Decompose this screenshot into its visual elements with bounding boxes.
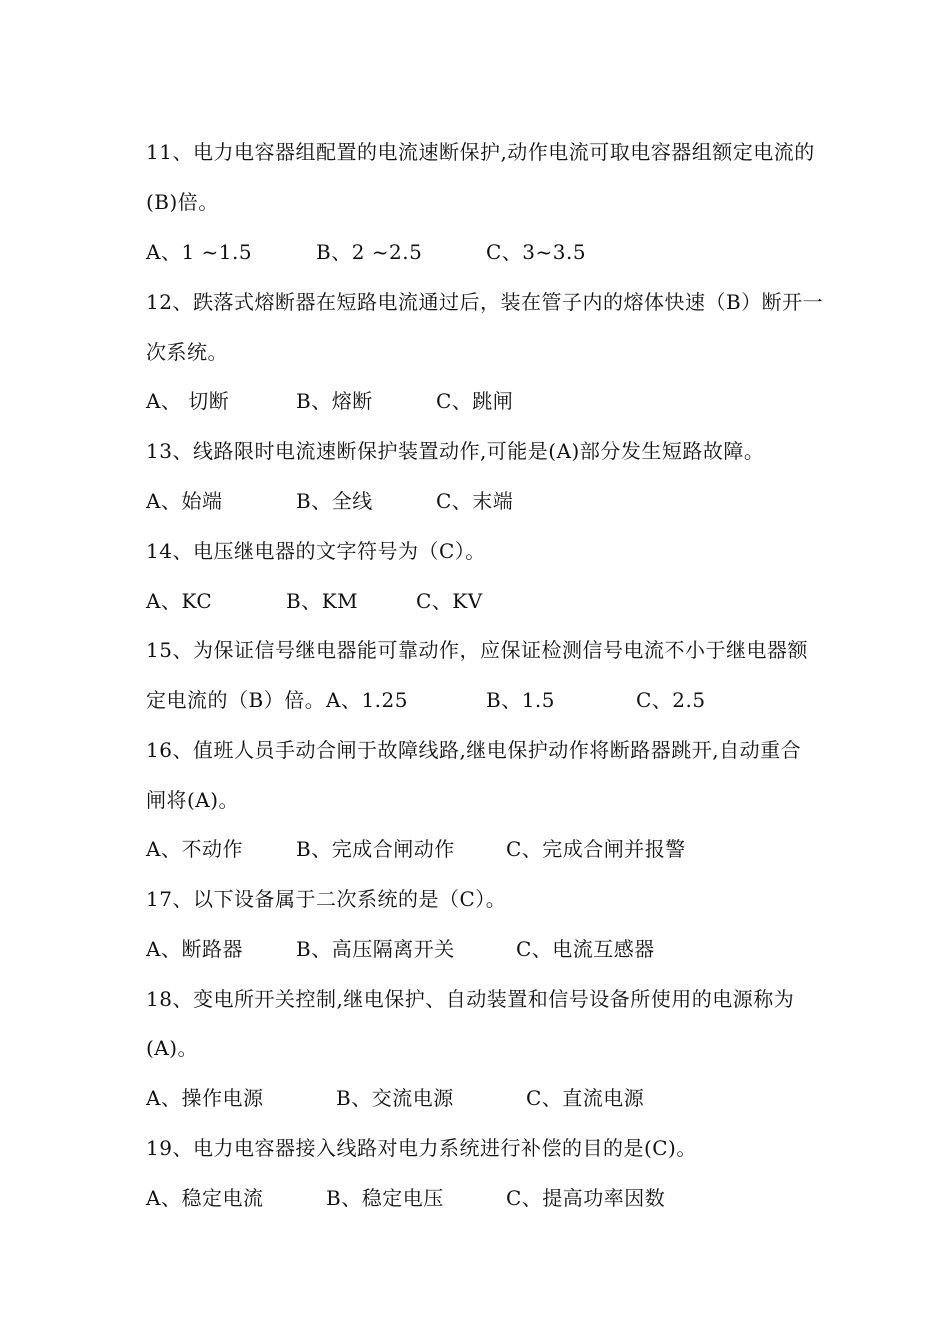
question-17-option-b: B、高压隔离开关 [296,937,455,961]
question-13-option-b: B、全线 [296,489,373,513]
question-17-stem-line-1: 17、以下设备属于二次系统的是（C）。 [146,887,507,911]
question-16-option-b: B、完成合闸动作 [296,837,455,861]
question-13-stem-line-1: 13、线路限时电流速断保护装置动作,可能是(A)部分发生短路故障。 [146,439,765,463]
question-11-option-b: B、2 ~2.5 [316,240,423,264]
question-17-option-a: A、断路器 [146,937,243,961]
question-18-stem-line-1: 18、变电所开关控制,继电保护、自动装置和信号设备所使用的电源称为 [146,987,795,1011]
question-16-stem-line-2: 闸将(A)。 [146,788,240,812]
question-18-stem-line-2: (A)。 [146,1036,199,1060]
question-19-option-b: B、稳定电压 [326,1186,444,1210]
question-15-option-a: A、1.25 [326,688,408,712]
question-18-option-a: A、操作电源 [146,1086,264,1110]
question-14-option-a: A、KC [146,589,213,613]
question-13-option-c: C、末端 [436,489,514,513]
question-14-option-b: B、KM [286,589,359,613]
question-15-option-c: C、2.5 [636,688,706,712]
question-15-option-b: B、1.5 [486,688,556,712]
question-11-stem-line-2: (B)倍。 [146,190,219,214]
question-19-option-c: C、提高功率因数 [506,1186,666,1210]
question-12-stem-line-1: 12、跌落式熔断器在短路电流通过后，装在管子内的熔体快速（B）断开一 [146,290,824,314]
question-16-stem-line-1: 16、值班人员手动合闸于故障线路,继电保护动作将断路器跳开,自动重合 [146,738,802,762]
question-16-option-c: C、完成合闸并报警 [506,837,686,861]
question-12-option-b: B、熔断 [296,389,373,413]
question-11-option-c: C、3~3.5 [486,240,587,264]
question-18-option-c: C、直流电源 [526,1086,645,1110]
question-19-option-a: A、稳定电流 [146,1186,264,1210]
question-15-stem-line-1: 15、为保证信号继电器能可靠动作，应保证检测信号电流不小于继电器额 [146,638,808,662]
question-14-option-c: C、KV [416,589,483,613]
question-12-stem-line-2: 次系统。 [146,340,228,364]
question-18-option-b: B、交流电源 [336,1086,454,1110]
question-12-option-c: C、跳闸 [436,389,514,413]
question-15-stem-line-2: 定电流的（B）倍。 [146,688,326,712]
question-11-option-a: A、1 ~1.5 [146,240,253,264]
question-14-stem-line-1: 14、电压继电器的文字符号为（C）。 [146,539,486,563]
question-11-stem-line-1: 11、电力电容器组配置的电流速断保护,动作电流可取电容器组额定电流的 [146,140,815,164]
question-19-stem-line-1: 19、电力电容器接入线路对电力系统进行补偿的目的是(C)。 [146,1136,697,1160]
question-16-option-a: A、不动作 [146,837,243,861]
question-12-option-a: A、 切断 [146,389,230,413]
question-17-option-c: C、电流互感器 [516,937,655,961]
question-13-option-a: A、始端 [146,489,223,513]
